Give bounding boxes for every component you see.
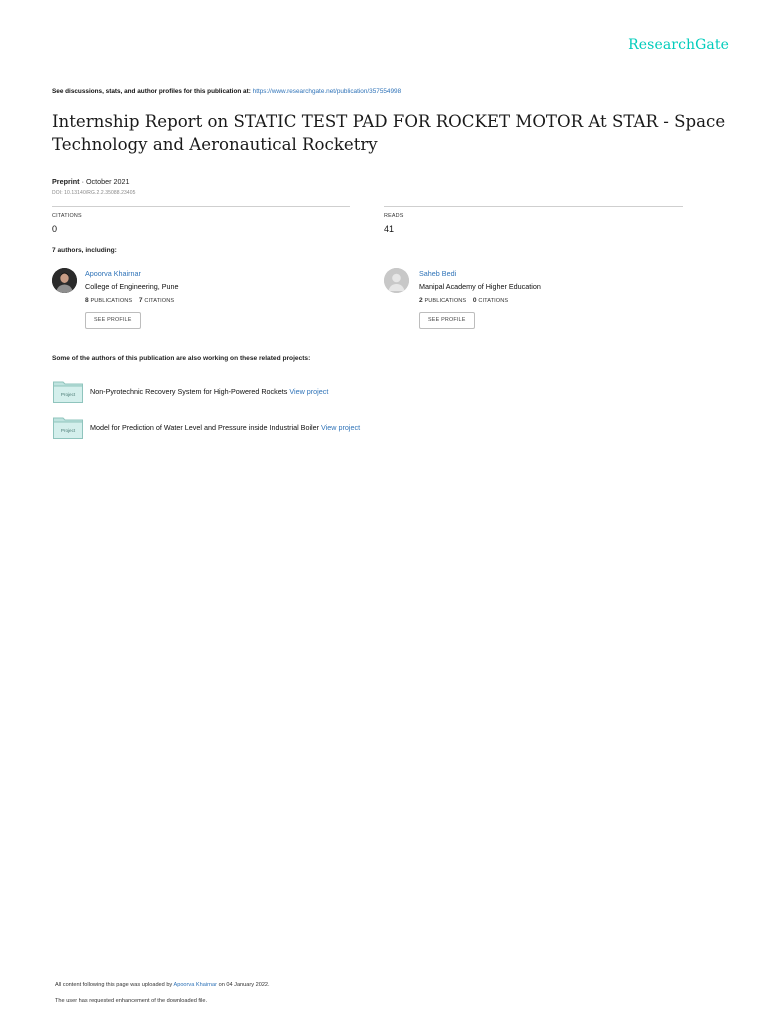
author-publications-label: PUBLICATIONS [424, 298, 467, 304]
author-name-link[interactable]: Apoorva Khairnar [85, 269, 141, 278]
author-citations-label: CITATIONS [478, 298, 509, 304]
author-publications-count: 2 [419, 297, 423, 304]
author-avatar[interactable] [52, 268, 77, 293]
publication-meta [52, 177, 130, 186]
uploader-link[interactable]: Apoorva Khairnar [173, 982, 218, 988]
publication-url-link[interactable]: https://www.researchgate.net/publication/357554998 [252, 88, 402, 95]
publication-doi: DOI: 10.13140/RG.2.2.35088.23405 [52, 190, 136, 196]
author-citations-count: 7 [138, 297, 143, 304]
view-project-link[interactable]: View project [289, 387, 329, 396]
author-affiliation: Manipal Academy of Higher Education [419, 282, 541, 291]
project-title: Non-Pyrotechnic Recovery System for High-Powered Rockets [90, 387, 288, 396]
author-publications-label: PUBLICATIONS [90, 298, 133, 304]
citations-divider [52, 206, 350, 207]
project-icon-label: Project [60, 392, 76, 397]
reads-divider [384, 206, 683, 207]
view-project-link[interactable]: View project [321, 423, 361, 432]
author-stats [85, 297, 174, 304]
intro-line [52, 88, 401, 95]
project-folder-icon [53, 380, 83, 403]
citations-label: CITATIONS [52, 213, 82, 219]
upload-note [55, 982, 270, 988]
reads-label: READS [384, 213, 404, 219]
project-icon-label: Project [60, 428, 76, 433]
intro-text: See discussions, stats, and author profiles for this publication at: [52, 88, 251, 95]
publication-title: Internship Report on STATIC TEST PAD FOR ROCKET MOTOR At STAR - Space Technology and Aeronautical Rocketry [52, 112, 726, 154]
author-affiliation: College of Engineering, Pune [85, 282, 179, 291]
project-item [90, 423, 360, 432]
publication-type: Preprint [52, 177, 80, 186]
publication-date: · October 2021 [81, 177, 130, 186]
citations-value: 0 [52, 224, 58, 234]
upload-suffix: on 04 January 2022. [218, 982, 270, 988]
author-stats [419, 297, 508, 304]
author-name-link[interactable]: Saheb Bedi [419, 269, 457, 278]
author-citations-count: 0 [472, 297, 477, 304]
enhancement-note: The user has requested enhancement of the downloaded file. [55, 998, 208, 1004]
researchgate-logo[interactable]: ResearchGate [628, 37, 729, 53]
person-photo-icon [52, 268, 77, 293]
author-publications-count: 8 [85, 297, 89, 304]
project-title: Model for Prediction of Water Level and Pressure inside Industrial Boiler [90, 423, 320, 432]
see-profile-button[interactable]: SEE PROFILE [85, 312, 141, 329]
upload-prefix: All content following this page was uploaded by [55, 982, 173, 988]
project-folder-icon [53, 416, 83, 439]
reads-value: 41 [384, 224, 395, 234]
see-profile-button[interactable]: SEE PROFILE [419, 312, 475, 329]
author-avatar[interactable] [384, 268, 409, 293]
related-projects-heading: Some of the authors of this publication are also working on these related projects: [52, 355, 311, 362]
authors-heading: 7 authors, including: [52, 247, 117, 254]
project-item [90, 387, 328, 396]
author-citations-label: CITATIONS [144, 298, 175, 304]
default-avatar-icon [384, 268, 409, 293]
